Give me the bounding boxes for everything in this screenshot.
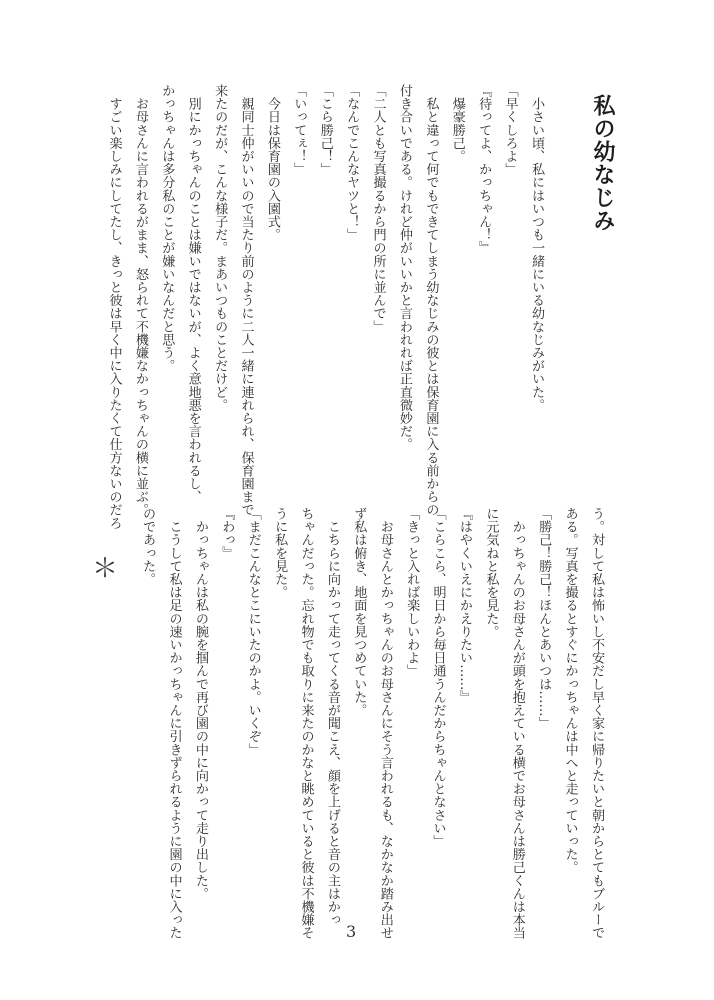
text-line: ず私は俯き、地面を見つめていた。 <box>351 507 367 717</box>
text-line: 「なんでこんなヤツと！」 <box>344 84 360 242</box>
text-line: かっちゃんは私の腕を掴んで再び園の中に向かって走り出した。 <box>192 507 208 900</box>
text-line: 「二人とも写真撮るから門の所に並んで」 <box>370 84 386 333</box>
text-line: 「勝己！勝己！ほんとあいつは……」 <box>536 507 552 730</box>
text-line: 「こらこら、明日から毎日通うんだからちゃんとなさい」 <box>430 507 446 848</box>
page-number: 3 <box>346 922 357 941</box>
text-line: うに私を見た。 <box>272 507 288 599</box>
section-break-asterisk: ＊ <box>92 554 119 584</box>
text-line: 「きっと入れば楽しいわよ」 <box>404 507 420 678</box>
text-line: 「いってぇ！」 <box>291 84 307 176</box>
text-line: う。対して私は怖いし不安だし早く家に帰りたいと朝からとてもブルーで <box>589 507 604 940</box>
text-line: かっちゃんのお母さんが頭を抱えている横でお母さんは勝己くんは本当 <box>509 507 525 940</box>
text-line: 小さい頃、私にはいつも一緒にいる幼なじみがいた。 <box>529 84 544 412</box>
text-block-bottom <box>134 507 609 940</box>
text-line: 来たのだが、こんな様子だ。まあいつものことだけど。 <box>212 84 228 412</box>
text-line: こうして私は足の速いかっちゃんに引きずられるように園の中に入った <box>166 507 182 940</box>
text-line: かっちゃんは多分私のことが嫌いなんだと思う。 <box>159 84 175 373</box>
text-line: 付き合いである。けれど仲がいいかと言われれば正直微妙だ。 <box>396 84 412 451</box>
text-line: 「こら勝己！」 <box>317 84 333 176</box>
text-line: 私と違って何でもできてしまう幼なじみの彼とは保育園に入る前からの <box>423 84 439 517</box>
text-line: 別にかっちゃんのことは嫌いではないが、よく意地悪を言われるし、 <box>185 84 201 504</box>
text-line: 爆豪勝己。 <box>449 84 465 163</box>
text-line: 『はやくいえにかえりたい……』 <box>456 507 472 704</box>
text-line: ある。写真を撮るとすぐにかっちゃんは中へと走っていった。 <box>562 507 578 874</box>
text-line: 「まだこんなとこにいたのかよ。いくぞ」 <box>245 507 261 756</box>
text-block-top <box>100 84 549 530</box>
text-line: 『わっ』 <box>219 507 235 560</box>
text-line: 親同士仲がいいので当たり前のように二人一緒に連れられ、保育園まで <box>238 84 254 517</box>
text-line: お母さんとかっちゃんのお母さんにそう言われるも、なかなか踏み出せ <box>377 507 393 940</box>
text-line: ちゃんだった。忘れ物でも取りに来たのかなと眺めていると彼は不機嫌そ <box>298 507 314 940</box>
text-line: お母さんに言われるがまま、怒られて不機嫌なかっちゃんの横に並ぶ。 <box>132 84 148 517</box>
text-line: 今日は保育園の入園式。 <box>264 84 280 242</box>
chapter-title: 私の幼なじみ <box>590 94 615 232</box>
text-line: 『待ってよ、かっちゃん！』 <box>476 84 492 255</box>
text-line: 「早くしろよ」 <box>502 84 518 176</box>
text-line: すごい楽しみにしてたし、きっと彼は早く中に入りたくて仕方ないのだろ <box>106 84 122 530</box>
text-line: のであった。 <box>140 507 156 586</box>
text-line: こちらに向かって走ってくる音が聞こえ、顔を上げると音の主はかっ <box>324 507 340 927</box>
text-line: に元気ねと私を見た。 <box>483 507 499 638</box>
